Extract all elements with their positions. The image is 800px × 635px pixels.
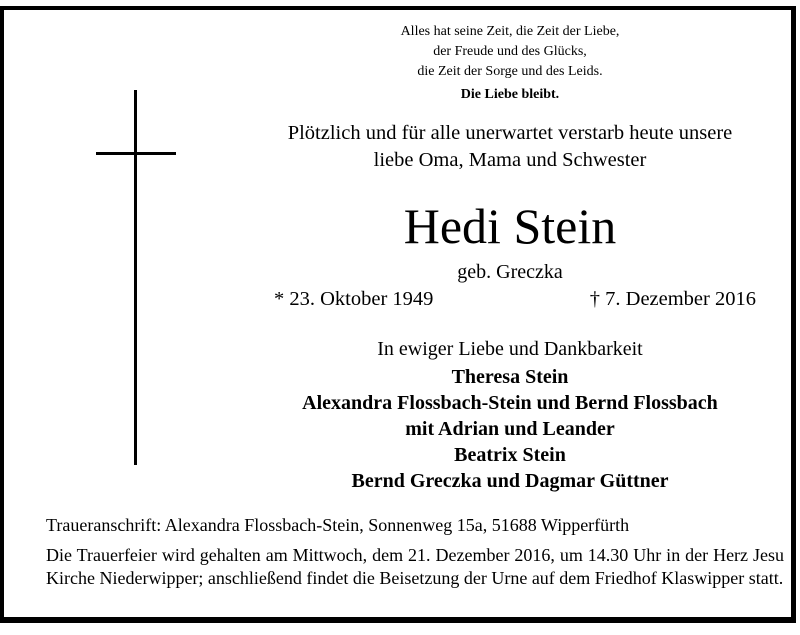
mourner: Theresa Stein: [451, 366, 569, 388]
motto-closing: Die Liebe bleibt.: [460, 87, 560, 102]
motto-line: Alles hat seine Zeit, die Zeit der Liebe,: [400, 24, 620, 39]
mourner: Beatrix Stein: [454, 444, 566, 466]
mourning-address: Traueranschrift: Alexandra Flossbach-Stein, Sonnenweg 15a, 51688 Wipperfürth: [46, 515, 630, 535]
intro-line: Plötzlich und für alle unerwartet verstarb heute unsere: [287, 122, 733, 144]
intro-line: liebe Oma, Mama und Schwester: [373, 149, 647, 171]
deceased-name: Hedi Stein: [403, 198, 617, 254]
death-date: † 7. Dezember 2016: [589, 288, 756, 310]
motto: [360, 22, 660, 105]
motto-line: der Freude und des Glücks,: [433, 44, 587, 59]
cross-vertical-bar: [134, 90, 137, 465]
funeral-details: Die Trauerfeier wird gehalten am Mittwoch, dem 21. Dezember 2016, um 14.30 Uhr in der Herz Jesu Kirche Niederwipper; anschließend findet die Beisetzung der Urne auf dem Friedhof Klaswipper statt.: [46, 545, 784, 588]
dedication: In ewiger Liebe und Dankbarkeit: [377, 338, 643, 360]
birth-date: * 23. Oktober 1949: [274, 288, 434, 310]
maiden-name: geb. Greczka: [457, 261, 563, 283]
mourners-list: [240, 364, 780, 494]
motto-line: die Zeit der Sorge und des Leids.: [417, 64, 603, 79]
mourner: mit Adrian und Leander: [405, 418, 615, 440]
mourner: Bernd Greczka und Dagmar Güttner: [351, 470, 669, 492]
mourner: Alexandra Flossbach-Stein und Bernd Flossbach: [302, 392, 718, 414]
intro-text: [240, 120, 780, 174]
life-dates: [274, 286, 756, 312]
cross-horizontal-bar: [96, 152, 176, 155]
